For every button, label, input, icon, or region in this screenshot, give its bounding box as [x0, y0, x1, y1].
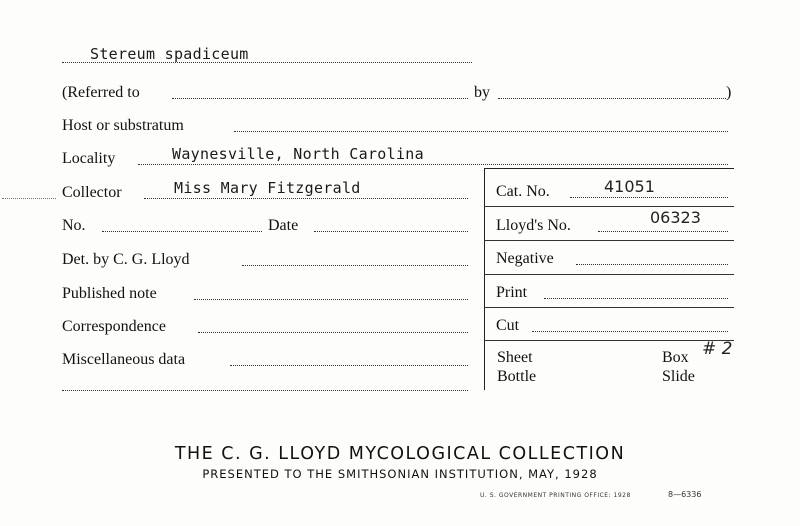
box-divider-5	[484, 340, 734, 341]
slide-label: Slide	[662, 368, 695, 385]
locality-line	[138, 164, 728, 165]
det-line	[242, 265, 468, 266]
no-label: No.	[62, 217, 86, 234]
lloyds-no-label: Lloyd's No.	[496, 217, 571, 234]
correspondence-line	[198, 332, 468, 333]
referred-to-label: (Referred to	[62, 84, 140, 101]
published-line	[194, 299, 468, 300]
negative-line	[576, 264, 728, 265]
collection-title: THE C. G. LLOYD MYCOLOGICAL COLLECTION	[174, 444, 626, 464]
misc-line-2	[62, 390, 468, 391]
lloyds-no-value: 06323	[650, 208, 701, 227]
sheet-label: Sheet	[497, 349, 533, 366]
species-name: Stereum spadiceum	[90, 45, 249, 63]
cat-no-line	[570, 197, 728, 198]
cat-no-label: Cat. No.	[496, 183, 550, 200]
host-label: Host or substratum	[62, 117, 184, 134]
stray-mark	[2, 198, 56, 199]
box-label: Box	[662, 349, 689, 366]
cat-no-value: 41051	[604, 177, 655, 196]
host-line	[234, 131, 728, 132]
correspondence-label: Correspondence	[62, 318, 166, 335]
no-line	[102, 231, 262, 232]
box-divider-3	[484, 274, 734, 275]
by-label: by	[474, 84, 490, 101]
box-divider-1	[484, 206, 734, 207]
collector-value: Miss Mary Fitzgerald	[174, 179, 361, 197]
by-line	[498, 98, 726, 99]
locality-value: Waynesville, North Carolina	[172, 145, 424, 163]
locality-label: Locality	[62, 150, 116, 167]
printing-office-note: U. S. GOVERNMENT PRINTING OFFICE: 1928	[480, 492, 631, 499]
collector-label: Collector	[62, 184, 122, 201]
collection-subtitle: PRESENTED TO THE SMITHSONIAN INSTITUTION, MAY, 1928	[202, 467, 598, 481]
box-divider-2	[484, 240, 734, 241]
bottle-label: Bottle	[497, 368, 537, 385]
print-line	[544, 298, 728, 299]
negative-label: Negative	[496, 250, 554, 267]
misc-label: Miscellaneous data	[62, 351, 186, 368]
cut-label: Cut	[496, 317, 520, 334]
published-label: Published note	[62, 285, 157, 302]
det-label: Det. by C. G. Lloyd	[62, 251, 190, 268]
print-label: Print	[496, 284, 528, 301]
date-label: Date	[268, 217, 299, 234]
form-number: 8—6336	[668, 490, 702, 499]
close-paren: )	[726, 84, 732, 101]
lloyds-no-line	[598, 231, 728, 232]
box-value: # 2	[702, 339, 733, 359]
referred-to-line	[172, 98, 468, 99]
box-divider-4	[484, 307, 734, 308]
date-line	[314, 231, 468, 232]
collector-line	[144, 198, 468, 199]
cut-line	[532, 331, 728, 332]
misc-line	[230, 365, 468, 366]
